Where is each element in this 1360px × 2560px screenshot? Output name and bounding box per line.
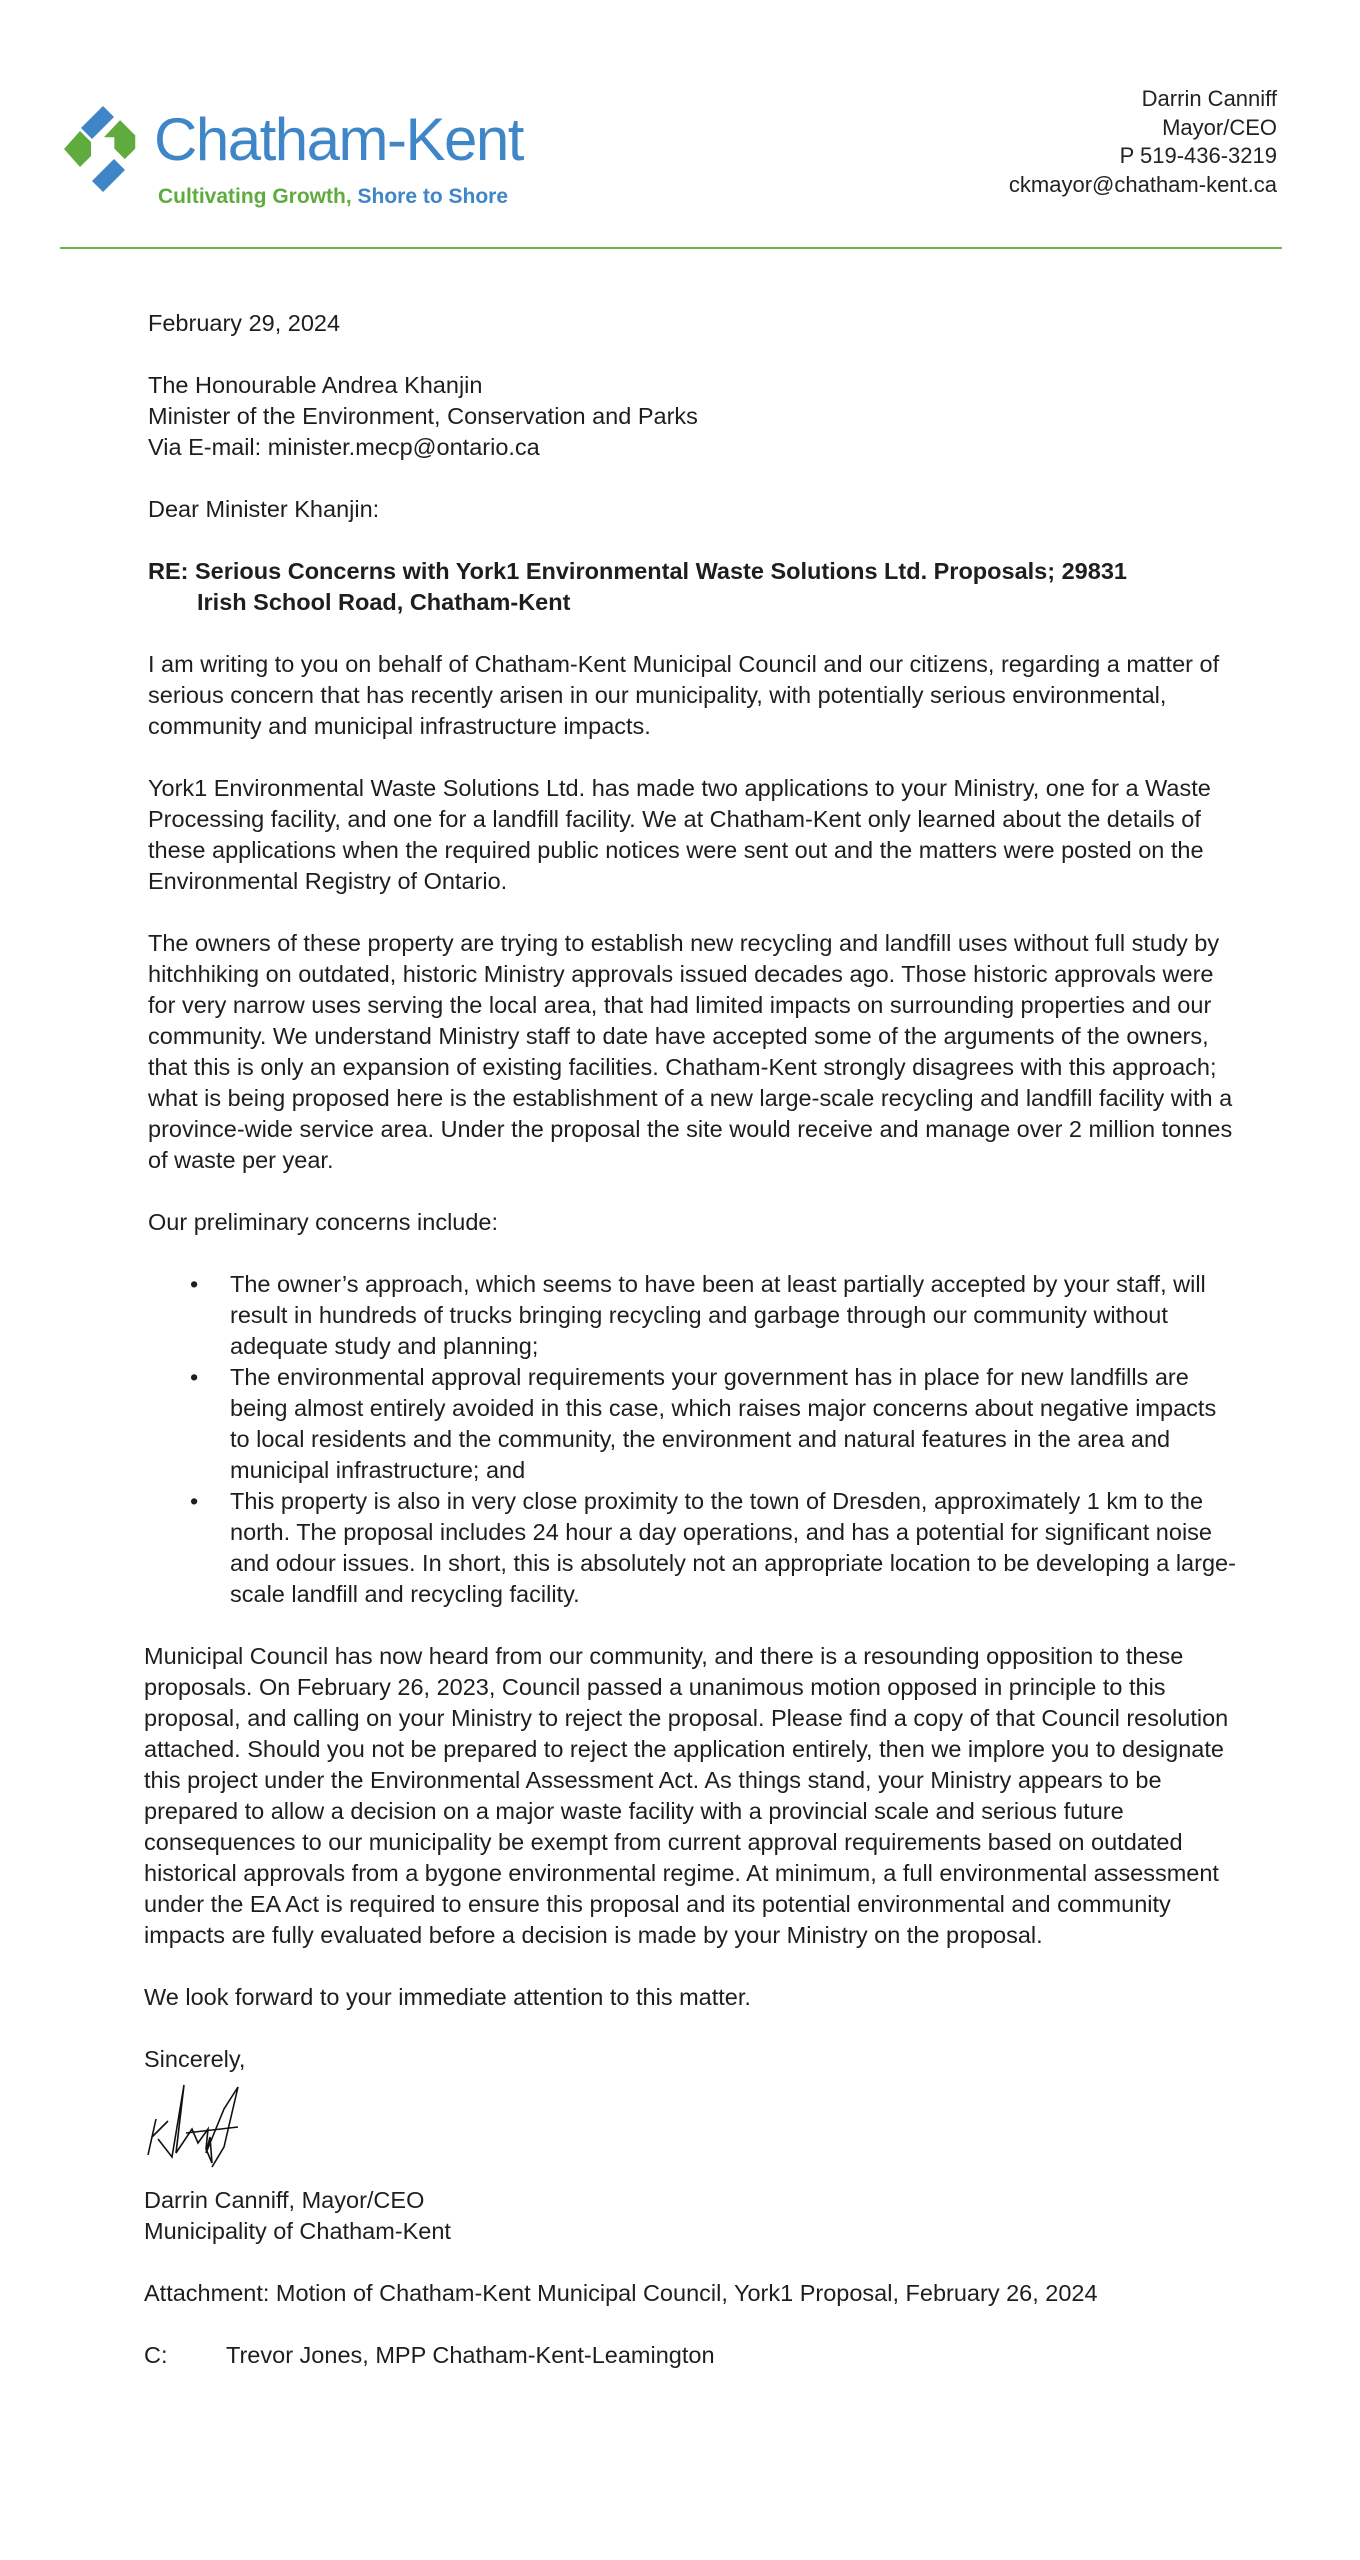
signatory-name: Darrin Canniff, Mayor/CEO — [144, 2187, 425, 2213]
contact-phone: P 519-436-3219 — [1119, 143, 1277, 168]
salutation: Dear Minister Khanjin: — [148, 496, 380, 522]
letterhead-divider — [60, 247, 1282, 249]
signature-icon — [146, 2077, 286, 2185]
list-item: • This property is also in very close proximity to the town of Dresden, approximately 1 km to the north. The proposal includes 24 hour a day operations, and has a potential for significant noise and odour issues. In short, this is absolutely not an appropriate location to be developing a large-scale landfill and recycling facility. — [230, 1486, 1238, 1610]
paragraph-intro: I am writing to you on behalf of Chatham-Kent Municipal Council and our citizens, regarding a matter of serious concern that has recently arisen in our municipality, with potentially serious environmental, community and municipal infrastructure impacts. — [148, 651, 1220, 739]
list-item: • The owner’s approach, which seems to have been at least partially accepted by your staff, will result in hundreds of trucks bringing recycling and garbage through our community without adequate study and planning; — [230, 1269, 1238, 1362]
logo-tagline — [158, 186, 508, 207]
paragraph-owners: The owners of these property are trying to establish new recycling and landfill uses without full study by hitchhiking on outdated, historic Ministry approvals issued decades ago. Those historic approvals were for very narrow uses serving the local area, that had limited impacts on surrounding properties and our community. We understand Ministry staff to date have accepted some of the arguments of the owners, that this is only an expansion of existing facilities. Chatham-Kent strongly disagrees with this approach; what is being proposed here is the establishment of a new large-scale recycling and landfill facility with a province-wide service area. Under the proposal the site would receive and manage over 2 million tonnes of waste per year. — [148, 930, 1233, 1173]
chatham-kent-diamond-logo-icon — [58, 104, 148, 194]
chatham-kent-logo — [58, 104, 538, 214]
list-item: • The environmental approval requirements your government has in place for new landfills are being almost entirely avoided in this case, which raises major concerns about negative impacts to local residents and the community, the environment and natural features in the area and municipal infrastructure; and — [230, 1362, 1238, 1486]
paragraph-applications: York1 Environmental Waste Solutions Ltd. has made two applications to your Ministry, one for a Waste Processing facility, and one for a landfill facility. We at Chatham-Kent only learned about the details of these applications when the required public notices were sent out and the matters were posted on the Environmental Registry of Ontario. — [148, 775, 1211, 894]
subject-line — [148, 556, 1238, 618]
attachment-note: Attachment: Motion of Chatham-Kent Municipal Council, York1 Proposal, February 26, 2024 — [144, 2280, 1098, 2306]
recipient-title: Minister of the Environment, Conservation and Parks — [148, 403, 698, 429]
subject-line-1: RE: Serious Concerns with York1 Environmental Waste Solutions Ltd. Proposals; 29831 — [148, 558, 1127, 584]
closing: Sincerely, — [144, 2046, 246, 2072]
recipient-name: The Honourable Andrea Khanjin — [148, 372, 483, 398]
contact-email[interactable]: ckmayor@chatham-kent.ca — [1008, 171, 1277, 197]
recipient-email: Via E-mail: minister.mecp@ontario.ca — [148, 434, 540, 460]
logo-wordmark: Chatham-Kent — [154, 106, 523, 173]
cc-label: C: — [144, 2342, 168, 2368]
paragraph-closing: We look forward to your immediate attention to this matter. — [144, 1984, 751, 2010]
paragraph-concerns-intro: Our preliminary concerns include: — [148, 1209, 499, 1235]
contact-block — [1009, 85, 1277, 199]
cc-line — [144, 2340, 1244, 2371]
tagline-part-green: Cultivating Growth, — [158, 185, 352, 208]
subject-line-2: Irish School Road, Chatham-Kent — [197, 589, 571, 615]
paragraph-council: Municipal Council has now heard from our community, and there is a resounding opposition to these proposals. On February 26, 2023, Council passed a unanimous motion opposed in principle to this proposal, and calling on your Ministry to reject the proposal. Please find a copy of that Council resolution attached. Should you not be prepared to reject the application entirely, then we implore you to designate this project under the Environmental Assessment Act. As things stand, your Ministry appears to be prepared to allow a decision on a major waste facility with a provincial scale and serious future consequences to our municipality be exempt from current approval requirements based on outdated historical approvals from a bygone environmental regime. At minimum, a full environmental assessment under the EA Act is required to ensure this proposal and its potential environmental and community impacts are fully evaluated before a decision is made by your Ministry on the proposal. — [144, 1643, 1229, 1948]
signatory-org: Municipality of Chatham-Kent — [144, 2218, 451, 2244]
contact-title: Mayor/CEO — [1162, 114, 1277, 140]
letter-date: February 29, 2024 — [148, 310, 341, 336]
concerns-list — [148, 1269, 1238, 1610]
contact-name: Darrin Canniff — [1141, 86, 1277, 111]
tagline-part-blue: Shore to Shore — [351, 185, 509, 208]
letter-body — [144, 308, 1238, 2371]
cc-recipient: Trevor Jones, MPP Chatham-Kent-Leamington — [226, 2342, 715, 2368]
